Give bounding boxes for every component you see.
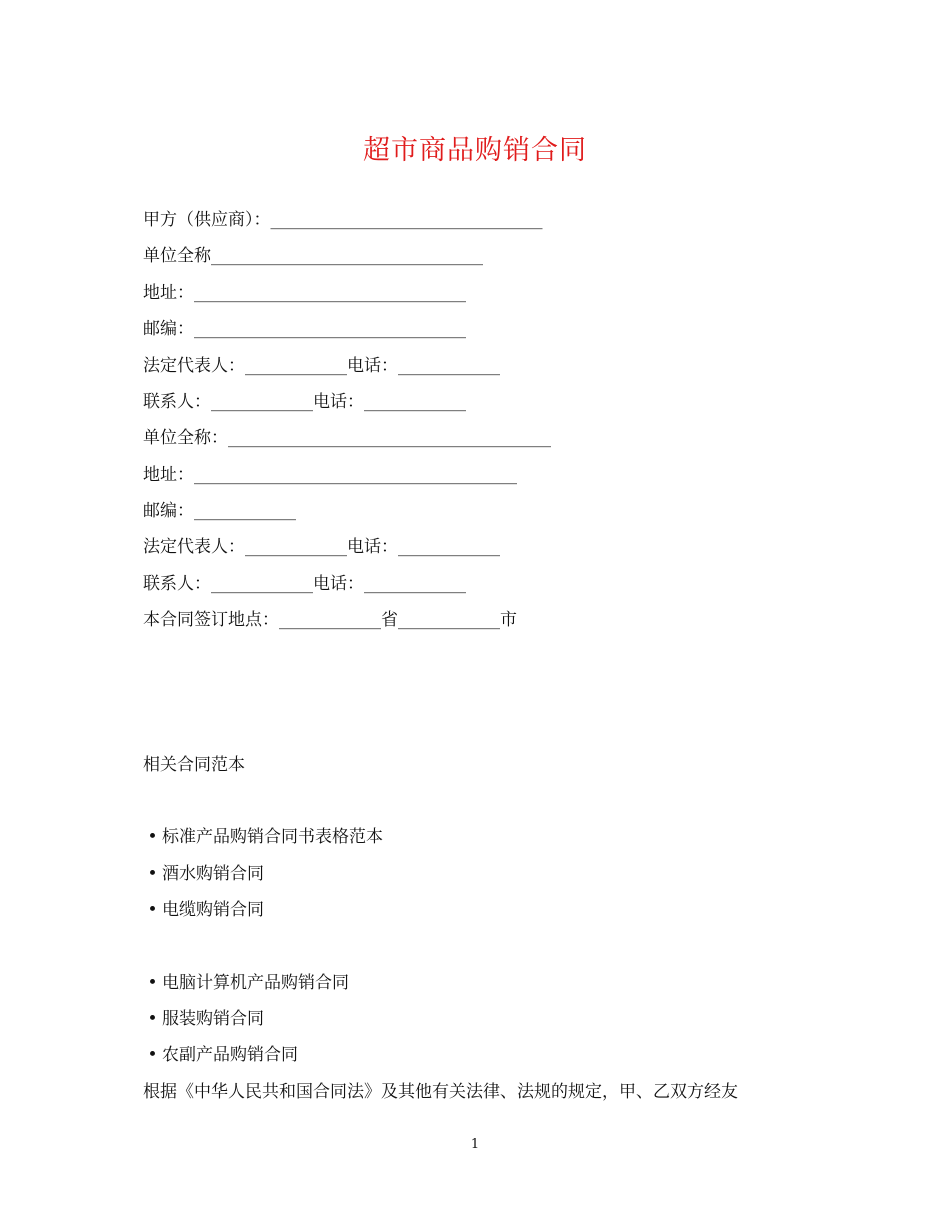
related-link-label[interactable]: 标准产品购销合同书表格范本 — [162, 827, 383, 847]
field-company-name-b: 单位全称：______________________________________ — [143, 428, 551, 448]
field-postcode-b: 邮编：____________ — [143, 501, 296, 521]
related-link[interactable] — [143, 1008, 264, 1030]
field-address-b: 地址：______________________________________ — [143, 465, 517, 485]
bullet-icon: • — [147, 827, 158, 847]
bullet-icon: • — [147, 900, 158, 920]
bullet-icon: • — [147, 1009, 158, 1029]
related-link[interactable] — [143, 826, 383, 848]
field-contact-phone: 联系人：____________电话：____________ — [143, 392, 466, 412]
document-title: 超市商品购销合同 — [363, 135, 587, 166]
bullet-icon: • — [147, 864, 158, 884]
related-heading: 相关合同范本 — [143, 755, 245, 775]
related-link[interactable] — [143, 1044, 298, 1066]
related-link[interactable] — [143, 863, 264, 885]
body-paragraph: 根据《中华人民共和国合同法》及其他有关法律、法规的规定，甲、乙双方经友 — [143, 1082, 738, 1102]
field-legal-rep-phone-b: 法定代表人：____________电话：____________ — [143, 537, 500, 557]
related-link-label[interactable]: 电缆购销合同 — [162, 900, 264, 920]
page-number: 1 — [470, 1137, 480, 1152]
bullet-icon: • — [147, 973, 158, 993]
related-link[interactable] — [143, 972, 349, 994]
related-link-label[interactable]: 服装购销合同 — [162, 1009, 264, 1029]
related-link-label[interactable]: 电脑计算机产品购销合同 — [162, 973, 349, 993]
related-link-label[interactable]: 农副产品购销合同 — [162, 1045, 298, 1065]
bullet-icon: • — [147, 1045, 158, 1065]
field-postcode: 邮编：________________________________ — [143, 319, 466, 339]
field-company-name: 单位全称________________________________ — [143, 246, 483, 266]
field-signing-place: 本合同签订地点：____________省____________市 — [143, 610, 517, 630]
field-legal-rep-phone: 法定代表人：____________电话：____________ — [143, 356, 500, 376]
field-contact-phone-b: 联系人：____________电话：____________ — [143, 574, 466, 594]
field-address: 地址：________________________________ — [143, 283, 466, 303]
field-party-a: 甲方（供应商）：________________________________ — [143, 210, 543, 230]
related-link[interactable] — [143, 899, 264, 921]
related-link-label[interactable]: 酒水购销合同 — [162, 864, 264, 884]
